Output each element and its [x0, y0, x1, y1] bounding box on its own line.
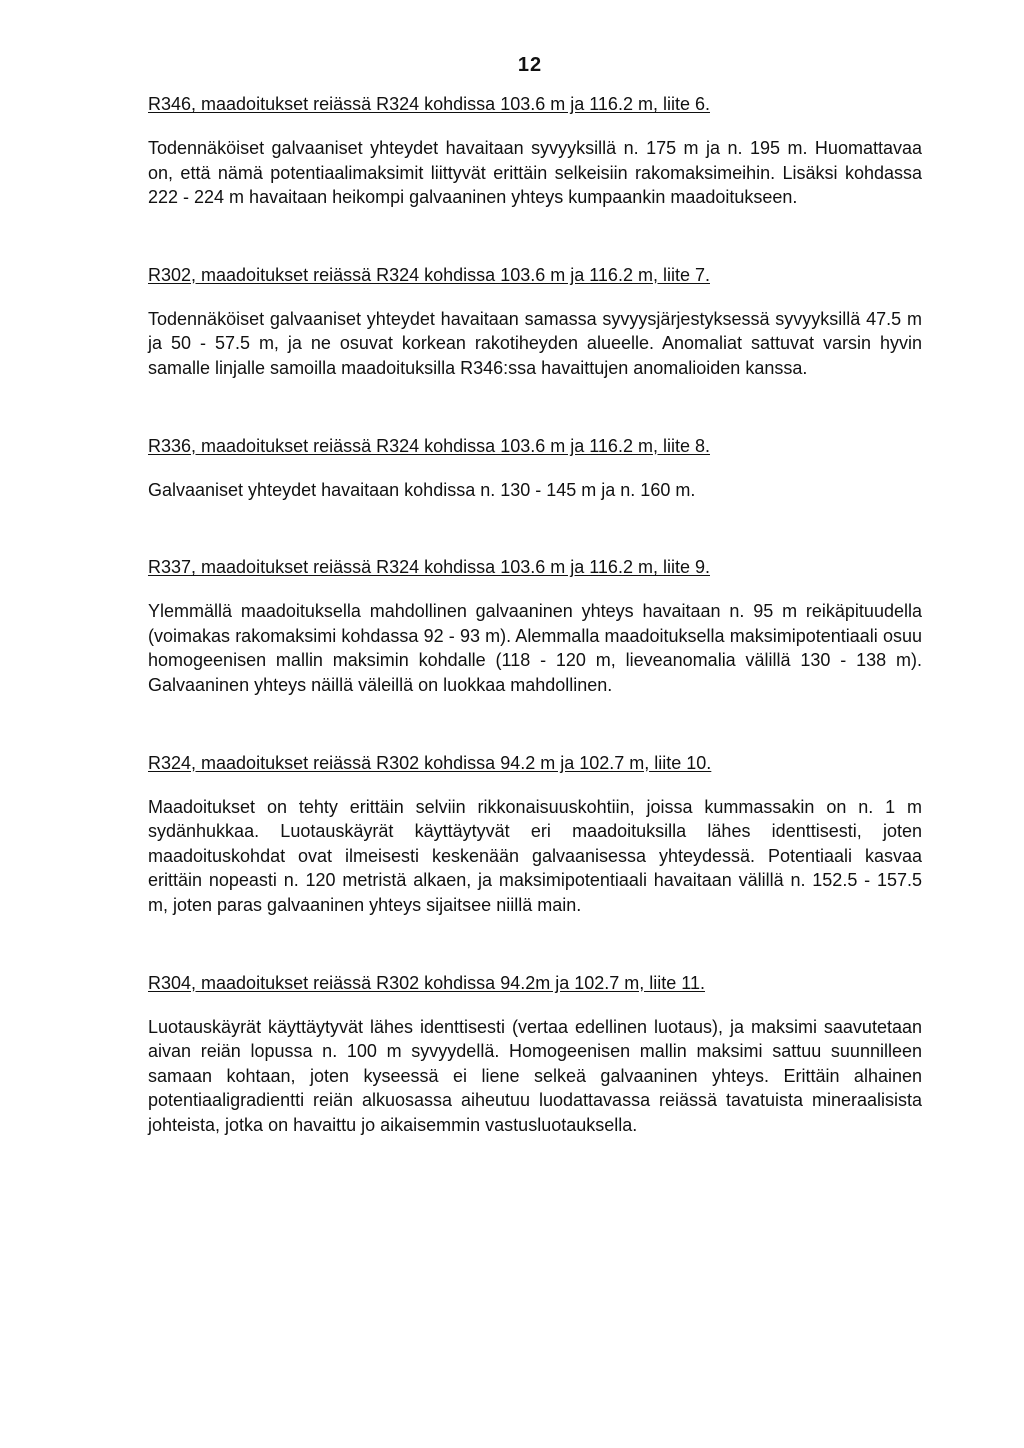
page-number: 12 — [517, 54, 543, 76]
section-r346 — [148, 92, 922, 210]
section-r324 — [148, 751, 922, 918]
section-heading: R337, maadoitukset reiässä R324 kohdissa 103.6 m ja 116.2 m, liite 9. — [148, 557, 710, 578]
section-paragraph: Galvaaniset yhteydet havaitaan kohdissa n. 130 - 145 m ja n. 160 m. — [148, 479, 696, 500]
section-heading: R346, maadoitukset reiässä R324 kohdissa 103.6 m ja 116.2 m, liite 6. — [148, 94, 710, 114]
section-r337 — [148, 555, 922, 697]
section-paragraph: Maadoitukset on tehty erittäin selviin rikkonaisuuskohtiin, joissa kummassakin on n. 1 m sydänhukkaa. Luotauskäyrät käyttäytyvät eri maadoituksilla lähes identtisesti, joten maadoituskohdat ovat ilmeisesti keskenään galvaanisessa yhteydessä. Potentiaali kasvaa erittäin nopeasti n. 120 metristä alkaen, ja maksimipotentiaali havaitaan välillä n. 152.5 - 157.5 m, joten paras galvaaninen yhteys sijaitsee niillä main. — [148, 796, 922, 915]
page-content — [148, 92, 922, 1190]
section-heading: R336, maadoitukset reiässä R324 kohdissa 103.6 m ja 116.2 m, liite 8. — [148, 435, 710, 456]
section-heading: R304, maadoitukset reiässä R302 kohdissa 94.2m ja 102.7 m, liite 11. — [148, 972, 705, 993]
section-r304 — [148, 971, 922, 1138]
section-r336 — [148, 434, 922, 503]
section-paragraph: Todennäköiset galvaaniset yhteydet havaitaan syvyyksillä n. 175 m ja n. 195 m. Huomattavaa on, että nämä potentiaalimaksimit liittyvät erittäin selkeisiin rakomaksimeihin. Lisäksi kohdassa 222 - 224 m havaitaan heikompi galvaaninen yhteys kumpaankin maadoitukseen. — [148, 138, 922, 208]
section-paragraph: Ylemmällä maadoituksella mahdollinen galvaaninen yhteys havaitaan n. 95 m reikäpituudella (voimakas rakomaksimi kohdassa 92 - 93 m). Alemmalla maadoituksella maksimipotentiaali osuu homogeenisen mallin maksimin kohdalle (118 - 120 m, lieveanomalia välillä 130 - 138 m). Galvaaninen yhteys näillä väleillä on luokkaa mahdollinen. — [148, 601, 922, 695]
section-r302 — [148, 263, 922, 381]
section-paragraph: Luotauskäyrät käyttäytyvät lähes identtisesti (vertaa edellinen luotaus), ja maksimi saavutetaan aivan reiän lopussa n. 100 m syvyydellä. Homogeenisen mallin maksimi sattuu suunnilleen samaan kohtaan, joten kyseessä ei liene selkeä galvaaninen yhteys. Erittäin alhainen potentiaaligradientti reiän alkuosassa aiheutuu luodattavassa reiässä tavatuista mineraalisista johteista, jotka on havaittu jo aikaisemmin vastusluotauksella. — [148, 1016, 922, 1135]
section-paragraph: Todennäköiset galvaaniset yhteydet havaitaan samassa syvyysjärjestyksessä syvyyksillä 47.5 m ja 50 - 57.5 m, ja ne osuvat korkean rakotiheyden alueelle. Anomaliat sattuvat varsin hyvin samalle linjalle samoilla maadoituksilla R346:ssa havaittujen anomalioiden kanssa. — [148, 308, 922, 378]
section-heading: R324, maadoitukset reiässä R302 kohdissa 94.2 m ja 102.7 m, liite 10. — [148, 752, 712, 773]
section-heading: R302, maadoitukset reiässä R324 kohdissa 103.6 m ja 116.2 m, liite 7. — [148, 264, 710, 285]
